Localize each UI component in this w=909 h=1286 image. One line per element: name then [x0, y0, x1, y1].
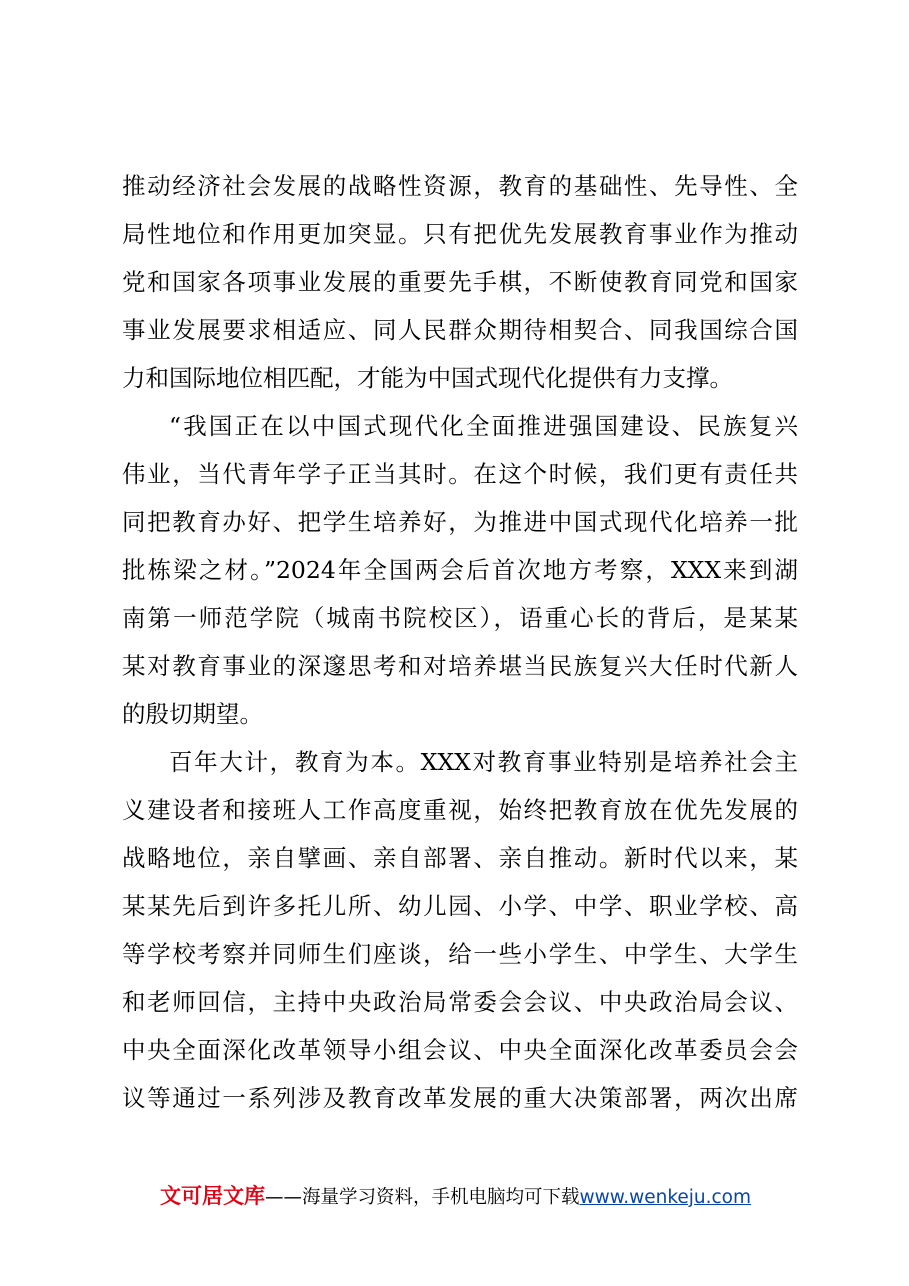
text-line: 义建设者和接班人工作高度重视，始终把教育放在优先发展的	[122, 796, 798, 824]
text-line: 中央全面深化改革领导小组会议、中央全面深化改革委员会会	[122, 1036, 798, 1064]
text-line: 的殷切期望。	[122, 700, 263, 728]
text-line: “我国正在以中国式现代化全面推进强国建设、民族复兴	[169, 412, 798, 440]
text-line: 议等通过一系列涉及教育改革发展的重大决策部署，两次出席	[122, 1084, 798, 1112]
text-line: 事业发展要求相适应、同人民群众期待相契合、同我国综合国	[122, 316, 798, 344]
brand-name: 文可居文库	[160, 1184, 265, 1208]
text-line: 和老师回信，主持中央政治局常委会会议、中央政治局会议、	[122, 988, 798, 1016]
text-line: 某某先后到许多托儿所、幼儿园、小学、中学、职业学校、高	[122, 892, 798, 920]
footer-tagline: ——海量学习资料，手机电脑均可下载	[265, 1187, 580, 1208]
website-link[interactable]: www.wenkeju.com	[579, 1187, 752, 1208]
text-line: 战略地位，亲自擘画、亲自部署、亲自推动。新时代以来，某	[122, 844, 798, 872]
text-line: 等学校考察并同师生们座谈，给一些小学生、中学生、大学生	[122, 940, 798, 968]
text-line: 推动经济社会发展的战略性资源，教育的基础性、先导性、全	[122, 172, 798, 200]
text-line: 力和国际地位相匹配，才能为中国式现代化提供有力支撑。	[122, 364, 733, 392]
footer	[160, 1182, 751, 1210]
text-line: 伟业，当代青年学子正当其时。在这个时候，我们更有责任共	[122, 460, 798, 488]
text-line: 百年大计，教育为本。XXX对教育事业特别是培养社会主	[169, 748, 798, 776]
text-line: 党和国家各项事业发展的重要先手棋，不断使教育同党和国家	[122, 268, 798, 296]
text-line: 批栋梁之材。”2024年全国两会后首次地方考察，XXX来到湖	[122, 556, 798, 584]
text-line: 某对教育事业的深邃思考和对培养堪当民族复兴大任时代新人	[122, 652, 798, 680]
text-line: 局性地位和作用更加突显。只有把优先发展教育事业作为推动	[122, 220, 798, 248]
document-body	[122, 162, 798, 1122]
text-line: 同把教育办好、把学生培养好，为推进中国式现代化培养一批	[122, 508, 798, 536]
text-line: 南第一师范学院（城南书院校区），语重心长的背后，是某某	[122, 604, 798, 632]
